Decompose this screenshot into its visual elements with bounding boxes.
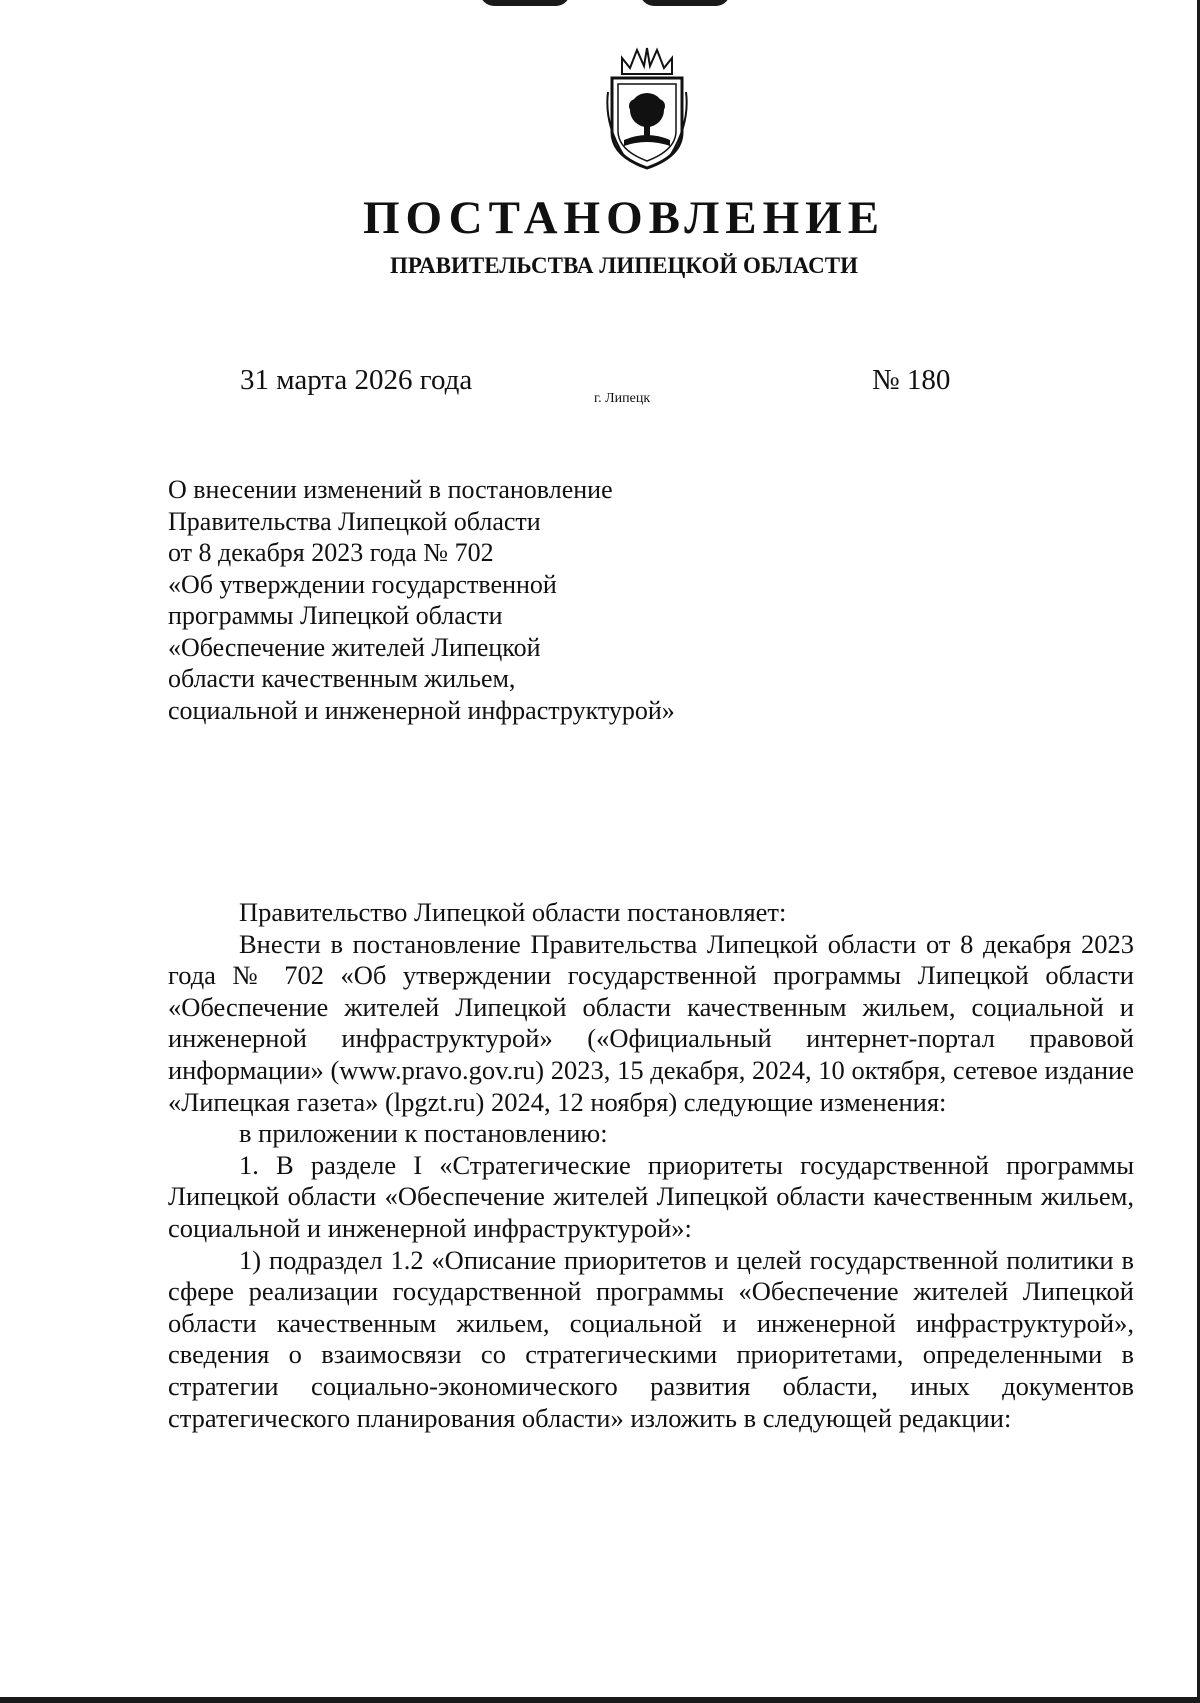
body-paragraph: 1. В разделе I «Стратегические приоритеты государственной программы Липецкой области «Обеспечение жителей Липецкой области качественным жильем, социальной и инженерной инфраструктурой»: — [168, 1149, 1134, 1243]
body-paragraph: Внести в постановление Правительства Липецкой области от 8 декабря 2023 года № 702 «Об утверждении государственной программы Липецкой области «Обеспечение жителей Липецкой области качественным жильем, социальной и инженерной инфраструктурой» («Официальный интернет-портал правовой информации» (www.pravo.gov.ru) 2023, 15 декабря, 2024, 10 октября, сетевое издание «Липецкая газета» (lpgzt.ru) 2024, 12 ноября) следующие изменения: — [168, 928, 1134, 1117]
subject-line: от 8 декабря 2023 года № 702 — [168, 538, 494, 567]
scan-mark — [480, 0, 570, 6]
scan-mark — [640, 0, 730, 6]
body-paragraph: 1) подраздел 1.2 «Описание приоритетов и целей государственной политики в сфере реализации государственной программы «Обеспечение жителей Липецкой области качественным жильем, социальной и инженерной инфраструктурой», сведения о взаимосвязи со стратегическими приоритетами, определенными в стратегии социально-экономического развития области, иных документов стратегического планирования области» изложить в следующей редакции: — [168, 1244, 1134, 1433]
subject-line: «Об утверждении государственной — [168, 569, 557, 599]
document-body — [168, 897, 1134, 1434]
document-date: 31 марта 2026 года — [240, 364, 473, 396]
document-subject — [168, 474, 788, 726]
coat-of-arms-icon — [604, 44, 690, 172]
subject-line: программы Липецкой области — [168, 601, 503, 630]
document-subtitle: ПРАВИТЕЛЬСТВА ЛИПЕЦКОЙ ОБЛАСТИ — [390, 253, 858, 278]
subject-line: Правительства Липецкой области — [168, 506, 541, 536]
scan-edge-bottom — [0, 1697, 1200, 1703]
document-number: № 180 — [872, 364, 951, 396]
subject-line: О внесении изменений в постановление — [168, 475, 613, 504]
document-title: ПОСТАНОВЛЕНИЕ — [362, 192, 886, 244]
subject-line: области качественным жильем, — [168, 664, 516, 693]
document-city: г. Липецк — [594, 391, 651, 406]
subject-line: «Обеспечение жителей Липецкой — [168, 632, 541, 662]
body-paragraph: в приложении к постановлению: — [239, 1118, 608, 1149]
body-paragraph: Правительство Липецкой области постановляет: — [239, 897, 787, 927]
subject-line: социальной и инженерной инфраструктурой» — [168, 695, 675, 725]
